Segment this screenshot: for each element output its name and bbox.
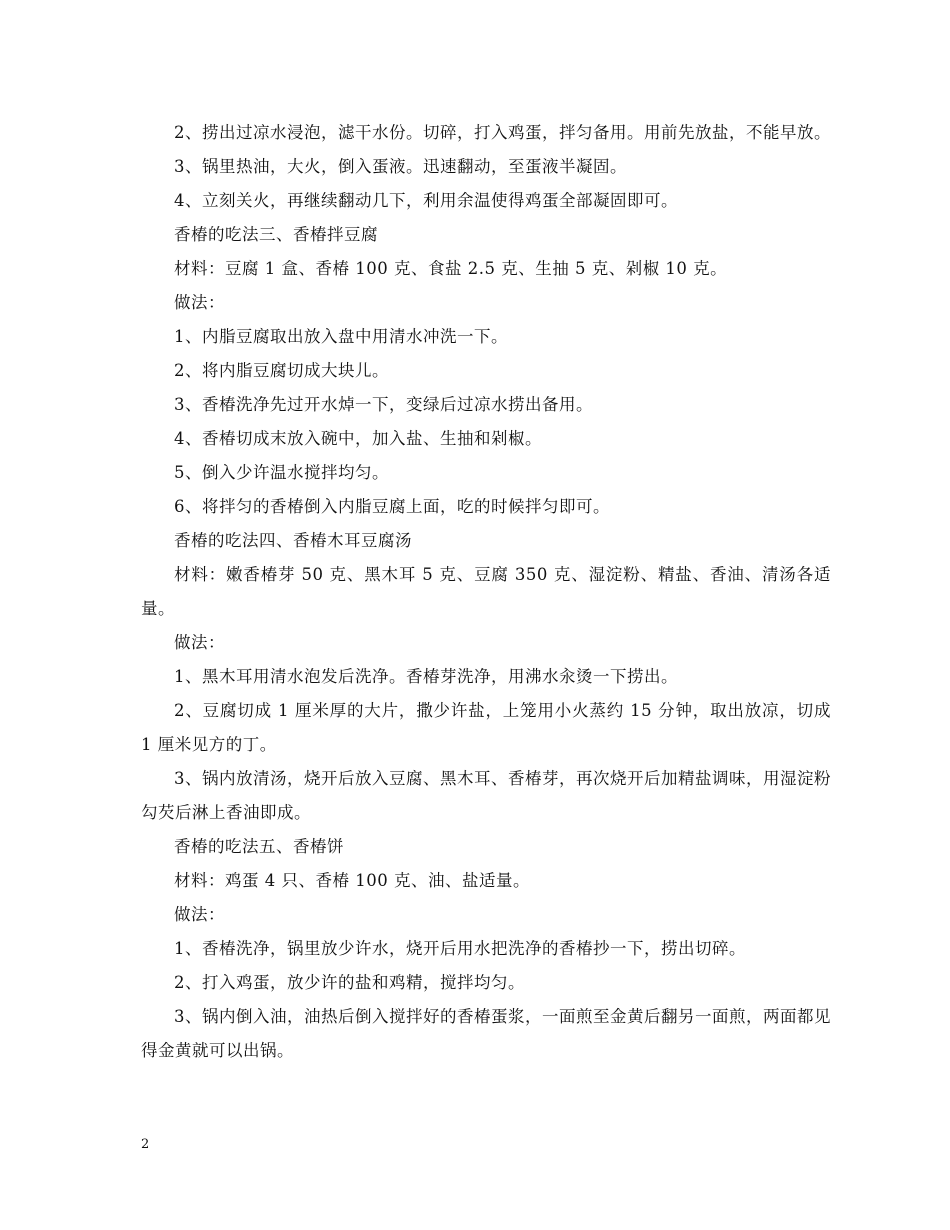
step-paragraph: 1、黑木耳用清水泡发后洗净。香椿芽洗净，用沸水汆烫一下捞出。 xyxy=(174,667,678,686)
step-paragraph: 3、锅内放清汤，烧开后放入豆腐、黑木耳、香椿芽，再次烧开后加精盐调味，用湿淀粉勾芡后淋上香油即成。 xyxy=(141,769,831,822)
step-paragraph: 3、锅里热油，大火，倒入蛋液。迅速翻动，至蛋液半凝固。 xyxy=(174,157,627,176)
step-paragraph: 2、将内脂豆腐切成大块儿。 xyxy=(174,361,389,380)
section-heading: 香椿的吃法五、香椿饼 xyxy=(174,837,344,856)
section-heading: 香椿的吃法三、香椿拌豆腐 xyxy=(174,225,378,244)
ingredients-paragraph: 材料：嫩香椿芽 50 克、黑木耳 5 克、豆腐 350 克、湿淀粉、精盐、香油、清汤各适量。 xyxy=(141,565,831,618)
step-paragraph: 4、立刻关火，再继续翻动几下，利用余温使得鸡蛋全部凝固即可。 xyxy=(174,191,678,210)
section-heading: 香椿的吃法四、香椿木耳豆腐汤 xyxy=(174,531,412,550)
step-paragraph: 2、豆腐切成 1 厘米厚的大片，撒少许盐，上笼用小火蒸约 15 分钟，取出放凉，切成 1 厘米见方的丁。 xyxy=(141,701,831,754)
page-number: 2 xyxy=(141,1137,150,1152)
method-label: 做法： xyxy=(174,633,225,652)
document-body xyxy=(141,116,831,1068)
ingredients-paragraph: 材料：豆腐 1 盒、香椿 100 克、食盐 2.5 克、生抽 5 克、剁椒 10 克。 xyxy=(174,259,728,278)
step-paragraph: 2、打入鸡蛋，放少许的盐和鸡精，搅拌均匀。 xyxy=(174,973,525,992)
step-paragraph: 3、锅内倒入油，油热后倒入搅拌好的香椿蛋浆，一面煎至金黄后翻另一面煎，两面都见得金黄就可以出锅。 xyxy=(141,1007,831,1060)
ingredients-paragraph: 材料：鸡蛋 4 只、香椿 100 克、油、盐适量。 xyxy=(174,871,530,890)
step-paragraph: 4、香椿切成末放入碗中，加入盐、生抽和剁椒。 xyxy=(174,429,542,448)
step-paragraph: 1、香椿洗净，锅里放少许水，烧开后用水把洗净的香椿抄一下，捞出切碎。 xyxy=(174,939,746,958)
method-label: 做法： xyxy=(174,905,225,924)
step-paragraph: 3、香椿洗净先过开水焯一下，变绿后过凉水捞出备用。 xyxy=(174,395,593,414)
step-paragraph: 2、捞出过凉水浸泡，滤干水份。切碎，打入鸡蛋，拌匀备用。用前先放盐，不能早放。 xyxy=(174,123,831,142)
step-paragraph: 6、将拌匀的香椿倒入内脂豆腐上面，吃的时候拌匀即可。 xyxy=(174,497,610,516)
step-paragraph: 5、倒入少许温水搅拌均匀。 xyxy=(174,463,389,482)
method-label: 做法： xyxy=(174,293,225,312)
step-paragraph: 1、内脂豆腐取出放入盘中用清水冲洗一下。 xyxy=(174,327,508,346)
